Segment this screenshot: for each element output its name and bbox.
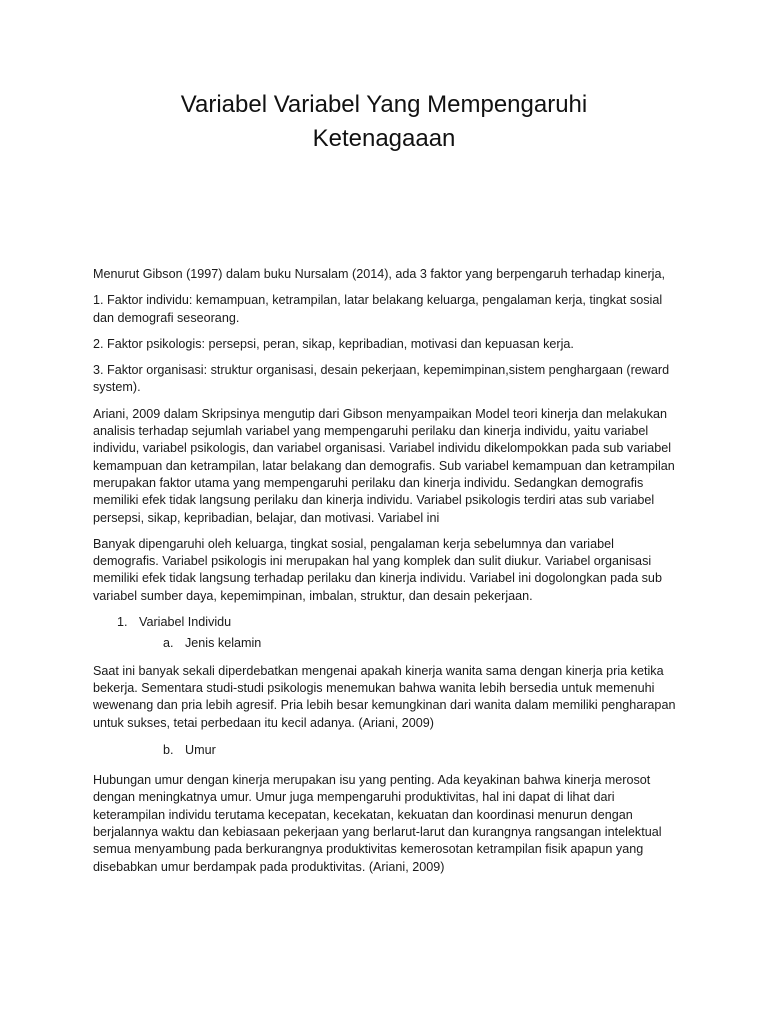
paragraph-ariani-model: Ariani, 2009 dalam Skripsinya mengutip dari Gibson menyampaikan Model teori kinerja dan melakukan analisis terhadap sejumlah variabel yang mempengaruhi perilaku dan kinerja individu, yaitu variabel individu, variabel psikologis, dan variabel organisasi. Variabel individu dikelompokkan pada sub variabel kemampuan dan ketrampilan, latar belakang dan demografis. Sub variabel kemampuan dan ketrampilan merupakan faktor utama yang mempengaruhi perilaku dan kinerja individu. Sedangkan demografis memiliki efek tidak langsung perilaku dan kinerja individu. Variabel psikologis terdiri atas sub variabel persepsi, sikap, kepribadian, belajar, dan motivasi. Variabel ini: [93, 406, 675, 525]
list-label: Umur: [185, 742, 216, 757]
list-item-umur: [93, 742, 683, 759]
paragraph-factor-organizational: 3. Faktor organisasi: struktur organisasi, desain pekerjaan, kepemimpinan,sistem penghargaan (reward system).: [93, 363, 670, 395]
title-line-1: Variabel Variabel Yang Mempengaruhi: [180, 91, 588, 118]
paragraph-factor-psychological: 2. Faktor psikologis: persepsi, peran, sikap, kepribadian, motivasi dan kepuasan kerja.: [93, 336, 574, 351]
paragraph-jenis-kelamin: Saat ini banyak sekali diperdebatkan mengenai apakah kinerja wanita sama dengan kinerja pria ketika bekerja. Sementara studi-studi psikologis menemukan bahwa wanita lebih bersedia untuk memenuhi wewenang dan pria lebih agresif. Pria lebih besar kemungkinan dari wanita dalam memiliki pengharapan untuk sukses, tetai perbedaan itu kecil adanya. (Ariani, 2009): [93, 663, 676, 730]
list-label: Variabel Individu: [139, 615, 232, 630]
list-marker: 1.: [117, 615, 128, 630]
list-marker: a.: [163, 636, 174, 651]
document-title: [60, 88, 708, 156]
paragraph-intro: Menurut Gibson (1997) dalam buku Nursalam (2014), ada 3 faktor yang berpengaruh terhadap kinerja,: [93, 267, 665, 281]
list-marker: b.: [163, 742, 174, 757]
list-label: Jenis kelamin: [185, 636, 262, 651]
paragraph-umur: Hubungan umur dengan kinerja merupakan isu yang penting. Ada keyakinan bahwa kinerja merosot dengan meningkatnya umur. Umur juga mempengaruhi produktivitas, hal ini dapat di lihat dari keterampilan individu terutama kecepatan, kecekatan, kekuatan dan koordinasi menurun dengan berjalannya waktu dan kebiasaan pekerjaan yang berlarut-larut dan kurangnya rangsangan intelektual semua menyambung pada berkurangnya produktivitas kemerosotan ketrampilan fisik apapun yang disebabkan umur berdampak pada produktivitas. (Ariani, 2009): [93, 773, 662, 874]
title-line-2: Ketenagaaan: [312, 125, 456, 152]
paragraph-factor-individual: 1. Faktor individu: kemampuan, ketrampilan, latar belakang keluarga, pengalaman kerja, tingkat sosial dan demografi seseorang.: [93, 293, 663, 325]
document-body: [93, 266, 683, 885]
list-item-jenis-kelamin: [93, 635, 683, 652]
list-item-variabel-individu: [93, 614, 683, 631]
paragraph-psychological-variable: Banyak dipengaruhi oleh keluarga, tingkat sosial, pengalaman kerja sebelumnya dan variabel demografis. Variabel psikologis ini merupakan hal yang komplek dan sulit diukur. Variabel organisasi memiliki efek tidak langsung terhadap perilaku dan kinerja individu. Variabel ini dogolongkan pada sub variabel sumber daya, kepemimpinan, imbalan, struktur, dan desain pekerjaan.: [93, 536, 662, 603]
